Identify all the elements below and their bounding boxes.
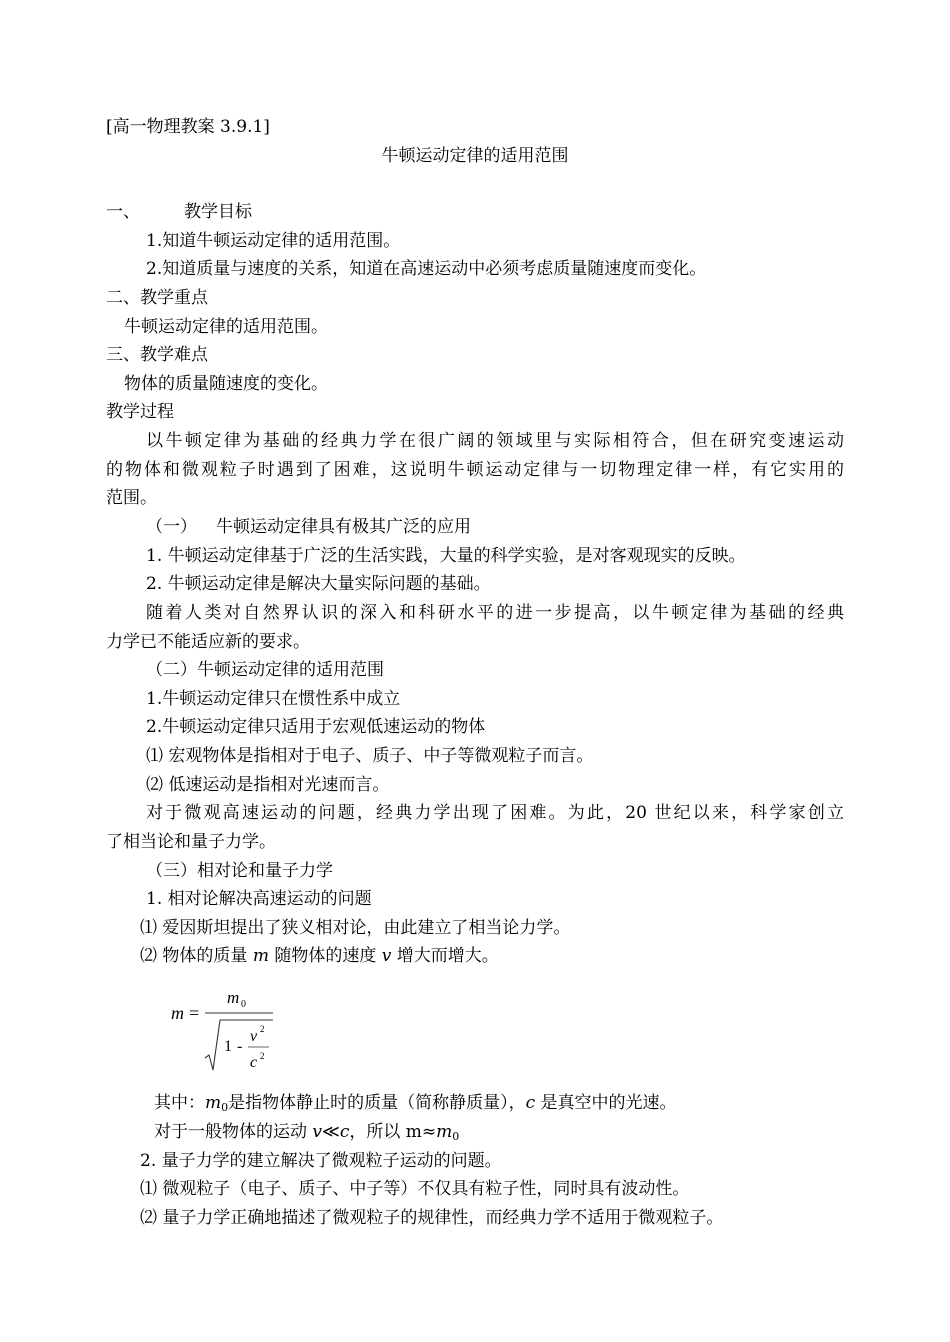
- document-title: 牛顿运动定律的适用范围: [381, 146, 569, 166]
- section-1-number: 一、: [106, 202, 140, 222]
- part-1-item-1: 1. 牛顿运动定律基于广泛的生活实践，大量的科学实验，是对客观现实的反映。: [146, 546, 746, 566]
- where-prefix: 其中：: [154, 1093, 205, 1113]
- formula-one: 1: [224, 1038, 232, 1055]
- part-1-para-line-1: 随着人类对自然界认识的深入和科研水平的进一步提高，以牛顿定律为基础的经典: [146, 603, 844, 623]
- process-heading: 教学过程: [106, 402, 174, 422]
- process-intro-line-2: 的物体和微观粒子时遇到了困难，这说明牛顿运动定律与一切物理定律一样，有它实用的: [106, 460, 844, 480]
- part-1-number: （一）: [146, 517, 197, 537]
- part-2-para-line-1: 对于微观高速运动的问题，经典力学出现了困难。为此，20 世纪以来，科学家创立: [146, 803, 844, 823]
- formula-equals: =: [189, 1003, 200, 1023]
- where-text: 是指物体静止时的质量（简称静质量），: [228, 1093, 526, 1113]
- part-2-para-line-2: 了相当论和量子力学。: [106, 832, 276, 852]
- part-2-heading: （二）牛顿运动定律的适用范围: [146, 660, 384, 680]
- part-3-heading: （三）相对论和量子力学: [146, 861, 333, 881]
- formula-numerator-sub: 0: [241, 999, 246, 1010]
- gen-text: ，所以 m≈: [349, 1122, 437, 1142]
- rest-mass-symbol: m: [205, 1093, 222, 1113]
- part-1-para-line-2: 力学已不能适应新的要求。: [106, 632, 310, 652]
- part-2-item-1: 1.牛顿运动定律只在惯性系中成立: [146, 689, 401, 709]
- section-3-heading: 三、教学难点: [106, 345, 208, 365]
- ordinary-motion-note: [154, 1121, 459, 1143]
- where-suffix: 是真空中的光速。: [535, 1093, 677, 1113]
- gen-v-symbol: v: [312, 1122, 323, 1142]
- part-3-item-2: 2. 量子力学的建立解决了微观粒子运动的问题。: [140, 1151, 502, 1171]
- light-speed-symbol: c: [525, 1093, 536, 1113]
- rest-mass-subscript: 0: [221, 1101, 229, 1114]
- part-2-item-4: ⑵ 低速运动是指相对光速而言。: [146, 775, 390, 795]
- lesson-code: [高一物理教案 3.9.1]: [106, 117, 270, 137]
- gen-m-subscript: 0: [452, 1130, 460, 1143]
- part-3-sub-2: [140, 945, 499, 967]
- gen-c-symbol: c: [339, 1122, 350, 1142]
- mass-symbol: m: [252, 946, 269, 966]
- sub-2-text-b: 随物体的速度: [268, 946, 382, 966]
- process-intro-line-1: 以牛顿定律为基础的经典力学在很广阔的领域里与实际相符合，但在研究变速运动: [146, 431, 844, 451]
- formula-c-exponent: 2: [260, 1051, 265, 1061]
- part-1-item-2: 2. 牛顿运动定律是解决大量实际问题的基础。: [146, 574, 491, 594]
- formula-v-exponent: 2: [260, 1024, 265, 1034]
- quantum-point-2: ⑵ 量子力学正确地描述了微观粒子的规律性，而经典力学不适用于微观粒子。: [140, 1208, 724, 1228]
- velocity-symbol: v: [381, 946, 392, 966]
- gen-ll: ≪: [322, 1122, 340, 1142]
- part-2-item-3: ⑴ 宏观物体是指相对于电子、质子、中子等微观粒子而言。: [146, 746, 594, 766]
- part-3-sub-1: ⑴ 爱因斯坦提出了狭义相对论，由此建立了相当论力学。: [140, 918, 571, 938]
- part-3-item-1: 1. 相对论解决高速运动的问题: [146, 889, 372, 909]
- section-2-heading: 二、教学重点: [106, 288, 208, 308]
- formula-numerator: m: [227, 988, 240, 1007]
- sub-2-text-a: ⑵ 物体的质量: [140, 946, 253, 966]
- process-intro-line-3: 范围。: [106, 488, 157, 508]
- section-3-text: 物体的质量随速度的变化。: [124, 374, 328, 394]
- formula-minus: -: [237, 1038, 243, 1055]
- section-1-heading: 教学目标: [184, 202, 252, 222]
- part-1-heading: 牛顿运动定律具有极其广泛的应用: [216, 517, 471, 537]
- formula-c: c: [250, 1054, 258, 1071]
- part-2-item-2: 2.牛顿运动定律只适用于宏观低速运动的物体: [146, 717, 486, 737]
- relativistic-mass-formula: [165, 986, 295, 1074]
- quantum-point-1: ⑴ 微观粒子（电子、质子、中子等）不仅具有粒子性，同时具有波动性。: [140, 1179, 690, 1199]
- formula-explanation: [154, 1092, 677, 1114]
- formula-lhs: m: [171, 1003, 184, 1023]
- objective-1: 1.知道牛顿运动定律的适用范围。: [146, 231, 401, 251]
- section-2-text: 牛顿运动定律的适用范围。: [124, 317, 328, 337]
- gen-prefix: 对于一般物体的运动: [154, 1122, 313, 1142]
- objective-2: 2.知道质量与速度的关系，知道在高速运动中必须考虑质量随速度而变化。: [146, 259, 707, 279]
- sub-2-text-c: 增大而增大。: [391, 946, 499, 966]
- formula-v: v: [250, 1028, 258, 1045]
- gen-m-symbol: m: [436, 1122, 453, 1142]
